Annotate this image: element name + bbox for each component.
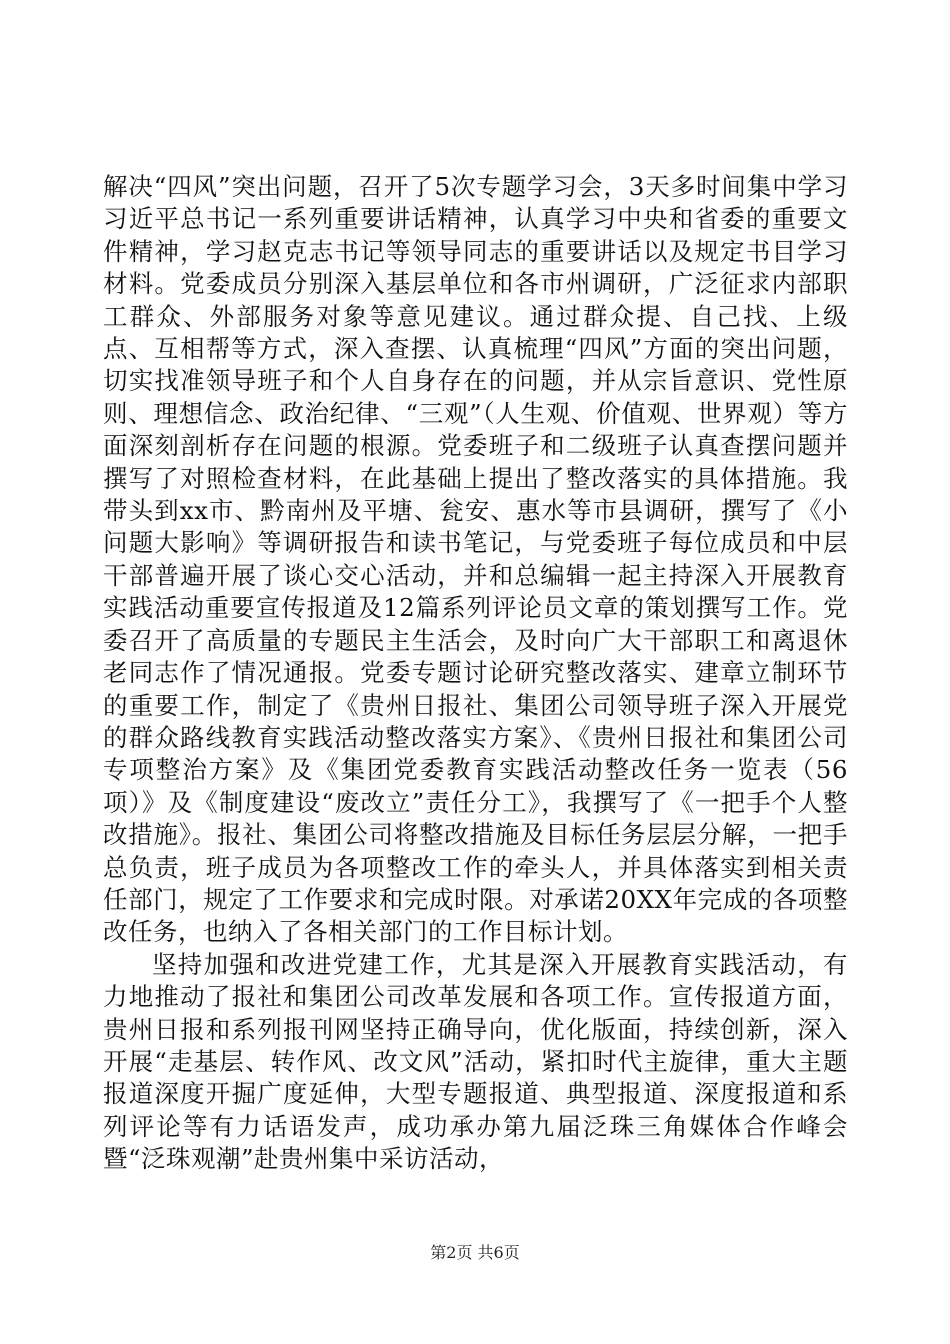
paragraph-2: 坚持加强和改进党建工作，尤其是深入开展教育实践活动，有力地推动了报社和集团公司改革发展和各项工作。宣传报道方面，贵州日报和系列报刊网坚持正确导向，优化版面，持续创新，深入开展“走基层、转作风、改文风”活动，紧扣时代主旋律，重大主题报道深度开掘广度延伸，大型专题报道、典型报道、深度报道和系列评论等有力话语发声，成功承办第九届泛珠三角媒体合作峰会暨“泛珠观潮”赴贵州集中采访活动， [103, 949, 848, 1174]
page-number-footer: 第2页 共6页 [430, 1243, 520, 1262]
document-body [103, 171, 848, 1176]
paragraph-1: 解决“四风”突出问题，召开了5次专题学习会，3天多时间集中学习习近平总书记一系列重要讲话精神，认真学习中央和省委的重要文件精神，学习赵克志书记等领导同志的重要讲话以及规定书目学习材料。党委成员分别深入基层单位和各市州调研，广泛征求内部职工群众、外部服务对象等意见建议。通过群众提、自己找、上级点、互相帮等方式，深入查摆、认真梳理“四风”方面的突出问题，切实找准领导班子和个人自身存在的问题，并从宗旨意识、党性原则、理想信念、政治纪律、“三观”（人生观、价值观、世界观）等方面深刻剖析存在问题的根源。党委班子和二级班子认真查摆问题并撰写了对照检查材料，在此基础上提出了整改落实的具体措施。我带头到xx市、黔南州及平塘、瓮安、惠水等市县调研，撰写了《小问题大影响》等调研报告和读书笔记，与党委班子每位成员和中层干部普遍开展了谈心交心活动，并和总编辑一起主持深入开展教育实践活动重要宣传报道及12篇系列评论员文章的策划撰写工作。党委召开了高质量的专题民主生活会，及时向广大干部职工和离退休老同志作了情况通报。党委专题讨论研究整改落实、建章立制环节的重要工作，制定了《贵州日报社、集团公司领导班子深入开展党的群众路线教育实践活动整改落实方案》、《贵州日报社和集团公司专项整治方案》及《集团党委教育实践活动整改任务一览表（56项）》及《制度建设“废改立”责任分工》，我撰写了《一把手个人整改措施》。报社、集团公司将整改措施及目标任务层层分解，一把手总负责，班子成员为各项整改工作的牵头人，并具体落实到相关责任部门，规定了工作要求和完成时限。对承诺20XX年完成的各项整改任务，也纳入了各相关部门的工作目标计划。 [103, 172, 848, 947]
